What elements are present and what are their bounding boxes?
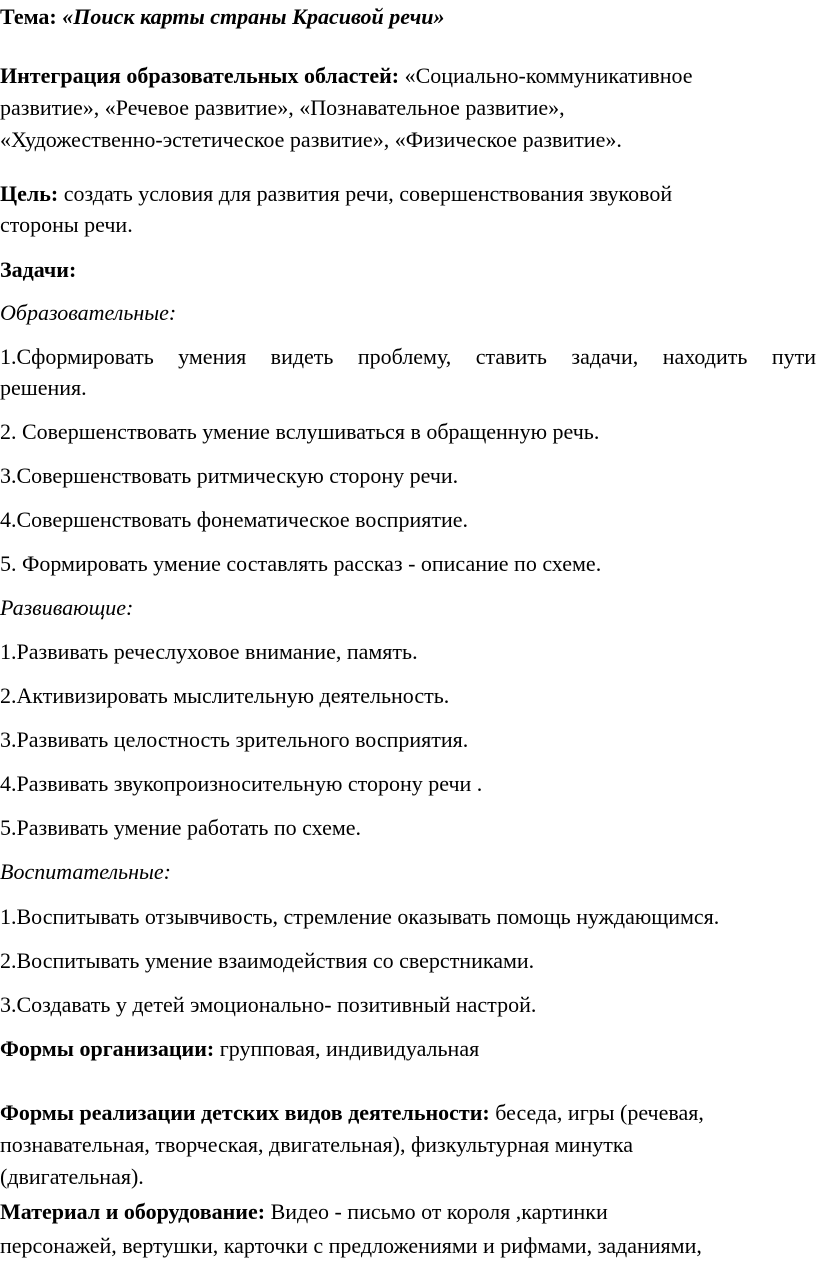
materials-line-2: персонажей, вертушки, карточки с предложениями и рифмами, заданиями, (0, 1233, 702, 1258)
organization-label: Формы организации: (0, 1036, 215, 1061)
developing-heading: Развивающие: (0, 595, 134, 620)
educational-item-1-line-2: решения. (0, 375, 87, 400)
materials-line-1: Материал и оборудование: Видео - письмо от короля ,картинки (0, 1199, 608, 1224)
developing-item-2: 2.Активизировать мыслительную деятельность. (0, 683, 450, 708)
educational-heading: Образовательные: (0, 300, 177, 325)
developing-item-1: 1.Развивать речеслуховое внимание, память. (0, 639, 418, 664)
integration-line-3: «Художественно-эстетическое развитие», «Физическое развитие». (0, 127, 622, 152)
integration-label: Интеграция образовательных областей: (0, 63, 400, 88)
topic-line (0, 6, 445, 28)
educational-item-2: 2. Совершенствовать умение вслушиваться в обращенную речь. (0, 419, 600, 444)
educational-item-5: 5. Формировать умение составлять рассказ - описание по схеме. (0, 551, 602, 576)
materials-label: Материал и оборудование: (0, 1199, 266, 1224)
upbringing-item-3: 3.Создавать у детей эмоционально- позитивный настрой. (0, 992, 537, 1017)
developing-item-5: 5.Развивать умение работать по схеме. (0, 815, 362, 840)
activity-forms-line-2: познавательная, творческая, двигательная), физкультурная минутка (0, 1132, 633, 1157)
integration-line-2: развитие», «Речевое развитие», «Познавательное развитие», (0, 95, 565, 120)
organization-line (0, 1038, 479, 1060)
topic-value: «Поиск карты страны Красивой речи» (62, 4, 445, 29)
educational-item-4: 4.Совершенствовать фонематическое восприятие. (0, 507, 468, 532)
activity-forms-line-1: Формы реализации детских видов деятельности: беседа, игры (речевая, (0, 1100, 704, 1125)
goal-line-1 (0, 183, 672, 205)
educational-item-1-line-1: 1.Сформировать умения видеть проблему, ставить задачи, находить пути (0, 344, 816, 369)
topic-label: Тема: (0, 4, 57, 29)
activity-forms-line-3: (двигательная). (0, 1164, 144, 1189)
goal-label: Цель: (0, 181, 59, 206)
developing-item-3: 3.Развивать целостность зрительного восприятия. (0, 727, 469, 752)
upbringing-item-2: 2.Воспитывать умение взаимодействия со сверстниками. (0, 948, 535, 973)
developing-item-4: 4.Развивать звукопроизносительную сторону речи . (0, 771, 483, 796)
upbringing-heading: Воспитательные: (0, 859, 171, 884)
organization-value: групповая, индивидуальная (219, 1036, 480, 1061)
integration-line-1 (0, 65, 693, 87)
tasks-heading: Задачи: (0, 257, 77, 282)
goal-line-2: стороны речи. (0, 212, 133, 237)
educational-item-3: 3.Совершенствовать ритмическую сторону речи. (0, 463, 459, 488)
goal-text-1: создать условия для развития речи, совершенствования звуковой (63, 181, 673, 206)
activity-forms-label: Формы реализации детских видов деятельности: (0, 1100, 490, 1125)
upbringing-item-1: 1.Воспитывать отзывчивость, стремление оказывать помощь нуждающимся. (0, 904, 720, 929)
integration-text-1: «Социально-коммуникативное (404, 63, 693, 88)
